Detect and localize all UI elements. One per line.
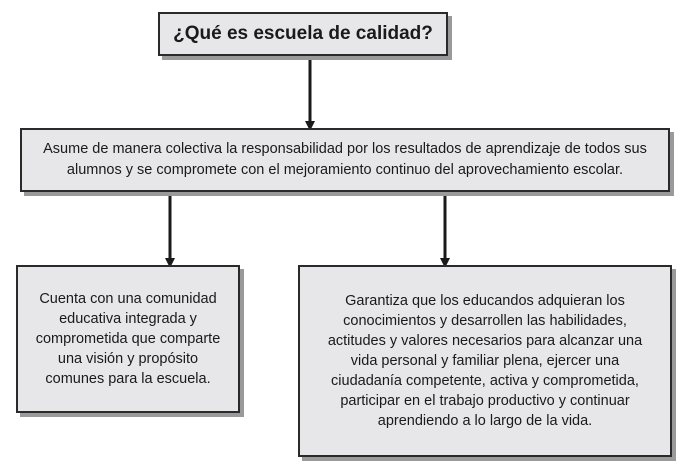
definition-box [20,128,670,192]
definition-text: Asume de manera colectiva la responsabilidad por los resultados de aprendizaje de todos sus alumnos y se compromete con el mejoramiento continuo del aprovechamiento escolar. [43,141,647,178]
left-branch-box [16,265,240,413]
right-branch-text: Garantiza que los educandos adquieran los conocimientos y desarrollen las habilidades, actitudes y valores necesarios para alcanzar una vida personal y familiar plena, ejercer una ciudadanía competente, activa y comprometida, participar en el trabajo productivo y continuar aprendiendo a lo largo de la vida. [327,293,643,429]
title-box [158,12,448,56]
diagram-title: ¿Qué es escuela de calidad? [173,23,433,44]
right-branch-box [298,265,672,457]
left-branch-text: Cuenta con una comunidad educativa integrada y comprometida que comparte una visión y propósito comunes para la escuela. [35,291,221,387]
